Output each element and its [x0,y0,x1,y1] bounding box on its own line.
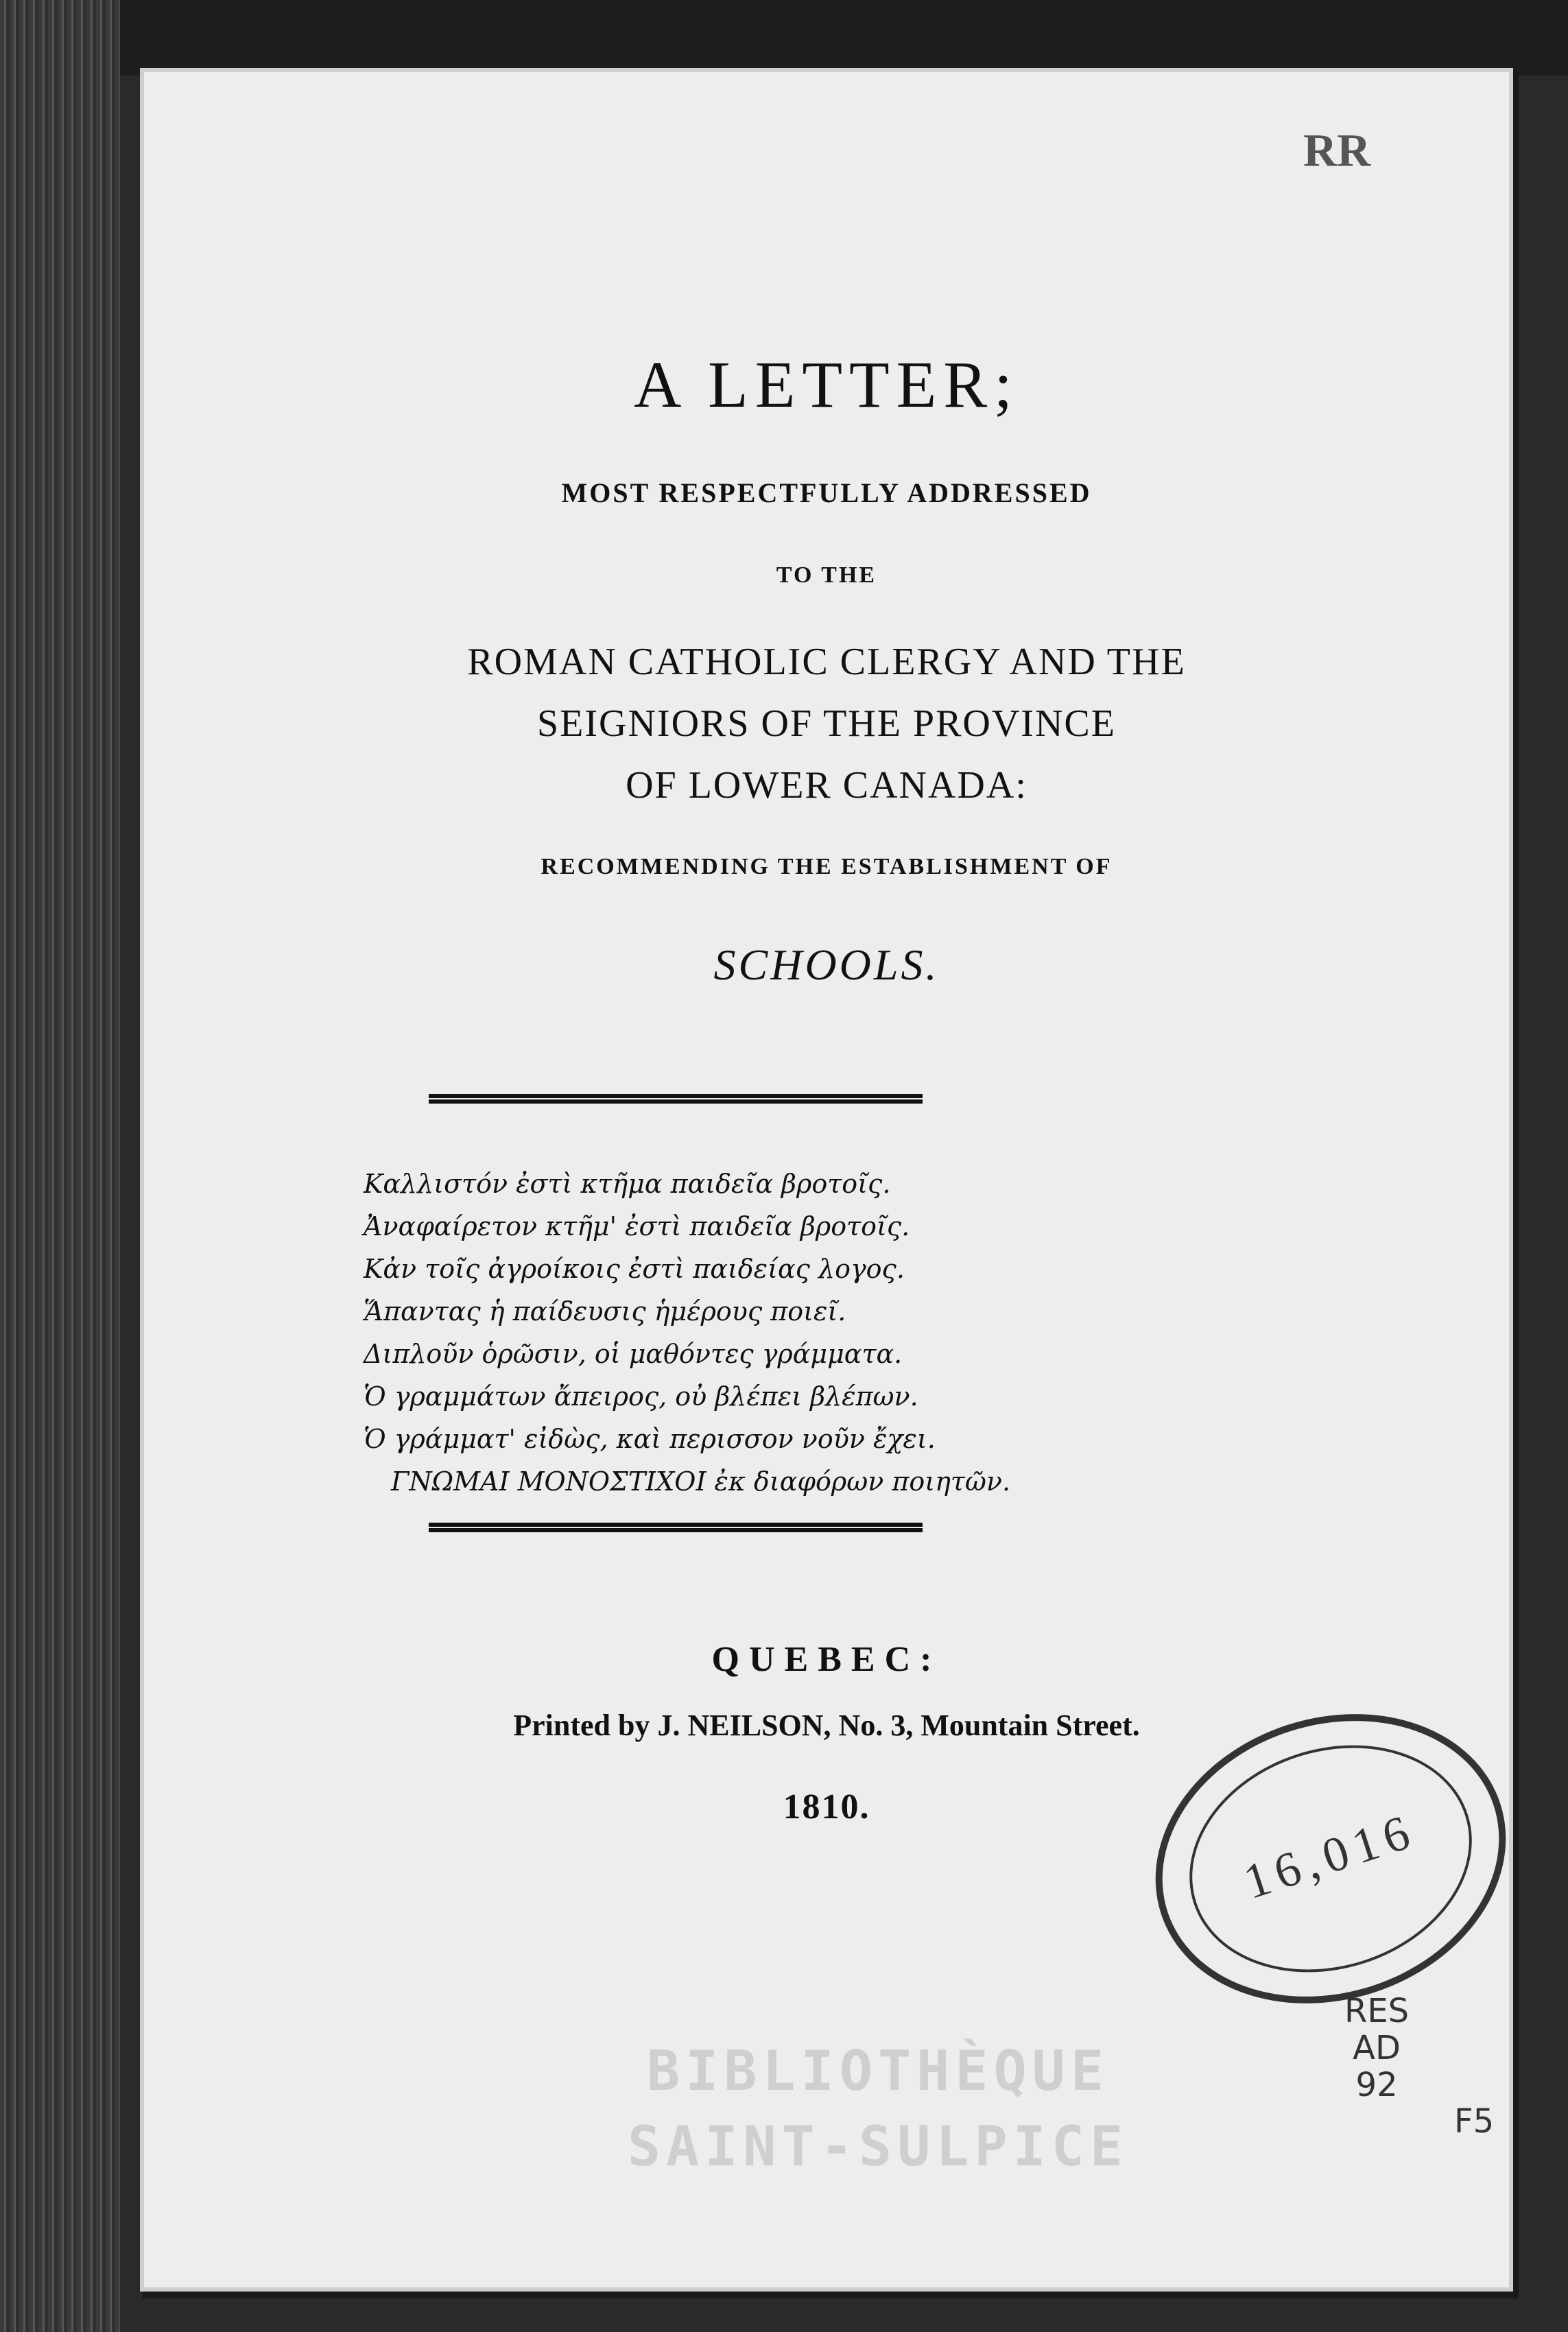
title-page [144,72,1509,2287]
addressees [144,631,1509,816]
imprint-printer: Printed by J. NEILSON, No. 3, Mountain Street. [513,1709,1140,1742]
greek-line: Ὁ γραμμάτων ἄπειρος, οὐ βλέπει βλέπων. [364,1381,918,1412]
addressee-line: ROMAN CATHOLIC CLERGY AND THE [467,641,1186,683]
greek-attribution: ΓΝΩΜΑΙ ΜΟΝΟΣΤΙΧΟΙ ἐκ διαφόρων ποιητῶν. [391,1466,1011,1497]
recommending-line: RECOMMENDING THE ESTABLISHMENT OF [541,854,1113,879]
page-title: A LETTER; [634,348,1019,421]
addressee-line: SEIGNIORS OF THE PROVINCE [537,702,1116,745]
call-number-line: RES [1344,1992,1410,2030]
library-stamp-line: SAINT-SULPICE [627,2115,1129,2178]
call-number [1344,1992,1409,2104]
perforated-library-stamp [617,2034,1139,2185]
to-the: TO THE [776,562,877,588]
schools-heading: SCHOOLS. [713,940,940,989]
call-number-line: 92 [1355,2066,1398,2104]
greek-epigraph [364,1163,1255,1503]
binding-strip [0,0,120,2332]
greek-line: Ὁ γράμματ' εἰδὼς, καὶ περισσον νοῦν ἔχει. [364,1424,936,1454]
call-number-extra: F5 [1454,2102,1495,2141]
greek-line: Κἀν τοῖς ἀγροίκοις ἐστὶ παιδείας λογος. [364,1254,905,1284]
double-rule-bottom [429,1523,923,1532]
stamp-number: 16,016 [1237,1802,1423,1910]
shelfmark: RR [1303,124,1371,176]
call-number-line: AD [1353,2029,1401,2067]
greek-line: Διπλοῦν ὁρῶσιν, οἱ μαθόντες γράμματα. [364,1339,903,1369]
greek-line: Ἅπαντας ἡ παίδευσις ἡμέρους ποιεῖ. [364,1296,846,1326]
imprint-city: QUEBEC: [711,1640,942,1679]
addressee-line: OF LOWER CANADA: [626,764,1027,807]
library-stamp-line: BIBLIOTHÈQUE [647,2039,1109,2103]
greek-line: Καλλιστόν ἐστὶ κτῆμα παιδεῖα βροτοῖς. [364,1169,891,1199]
greek-line: Ἀναφαίρετον κτῆμ' ἐστὶ παιδεῖα βροτοῖς. [364,1211,910,1241]
scan-background [120,0,1568,75]
imprint-year: 1810. [783,1787,870,1827]
subtitle: MOST RESPECTFULLY ADDRESSED [561,477,1092,508]
double-rule-top [429,1094,923,1104]
